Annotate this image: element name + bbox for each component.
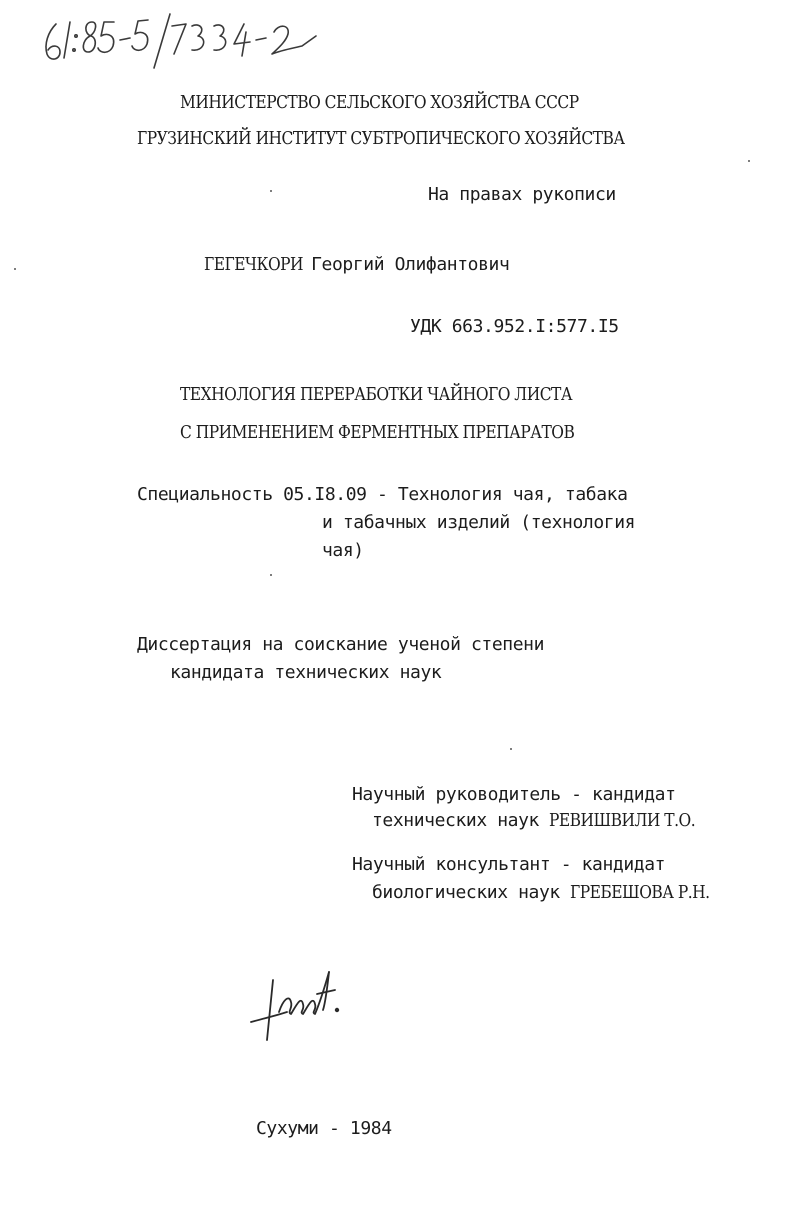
- author-name: [204, 254, 509, 275]
- handwritten-archive-mark: [38, 10, 318, 70]
- title-line-2: С ПРИМЕНЕНИЕМ ФЕРМЕНТНЫХ ПРЕПАРАТОВ: [180, 422, 575, 443]
- consultant-name: ГРЕБЕШОВА Р.Н.: [570, 882, 710, 903]
- scan-speck: [270, 190, 272, 192]
- supervisor-degree: технических наук: [372, 810, 539, 831]
- consultant-degree: биологических наук: [372, 882, 560, 903]
- dissertation-line-1: Диссертация на соискание ученой степени: [137, 634, 545, 655]
- ministry-heading: МИНИСТЕРСТВО СЕЛЬСКОГО ХОЗЯЙСТВА СССР: [180, 92, 579, 113]
- specialty-line-3: чая): [322, 540, 364, 561]
- specialty-line-1: Специальность 05.I8.09 - Технология чая, табака: [137, 484, 628, 505]
- scan-speck: [270, 574, 272, 576]
- consultant-line-2: [372, 882, 733, 903]
- manuscript-note: На правах рукописи: [428, 184, 616, 205]
- dissertation-line-2: кандидата технических наук: [170, 662, 442, 683]
- place-and-year: Сухуми - 1984: [256, 1118, 392, 1139]
- supervisor-name: РЕВИШВИЛИ Т.О.: [549, 810, 696, 831]
- author-given-names: Георгий Олифантович: [311, 254, 510, 275]
- handwritten-signature: [245, 960, 345, 1045]
- title-line-1: ТЕХНОЛОГИЯ ПЕРЕРАБОТКИ ЧАЙНОГО ЛИСТА: [180, 384, 573, 405]
- supervisor-line-1: Научный руководитель - кандидат: [352, 784, 676, 805]
- udk-code: УДК 663.952.I:577.I5: [410, 316, 619, 337]
- institute-heading: ГРУЗИНСКИЙ ИНСТИТУТ СУБТРОПИЧЕСКОГО ХОЗЯЙСТВА: [137, 128, 625, 149]
- scan-speck: [14, 268, 16, 270]
- supervisor-line-2: [372, 810, 719, 831]
- author-surname: ГЕГЕЧКОРИ: [204, 254, 304, 275]
- scan-speck: [510, 748, 512, 750]
- scan-speck: [748, 160, 750, 162]
- specialty-line-2: и табачных изделий (технология: [322, 512, 636, 533]
- consultant-line-1: Научный консультант - кандидат: [352, 854, 666, 875]
